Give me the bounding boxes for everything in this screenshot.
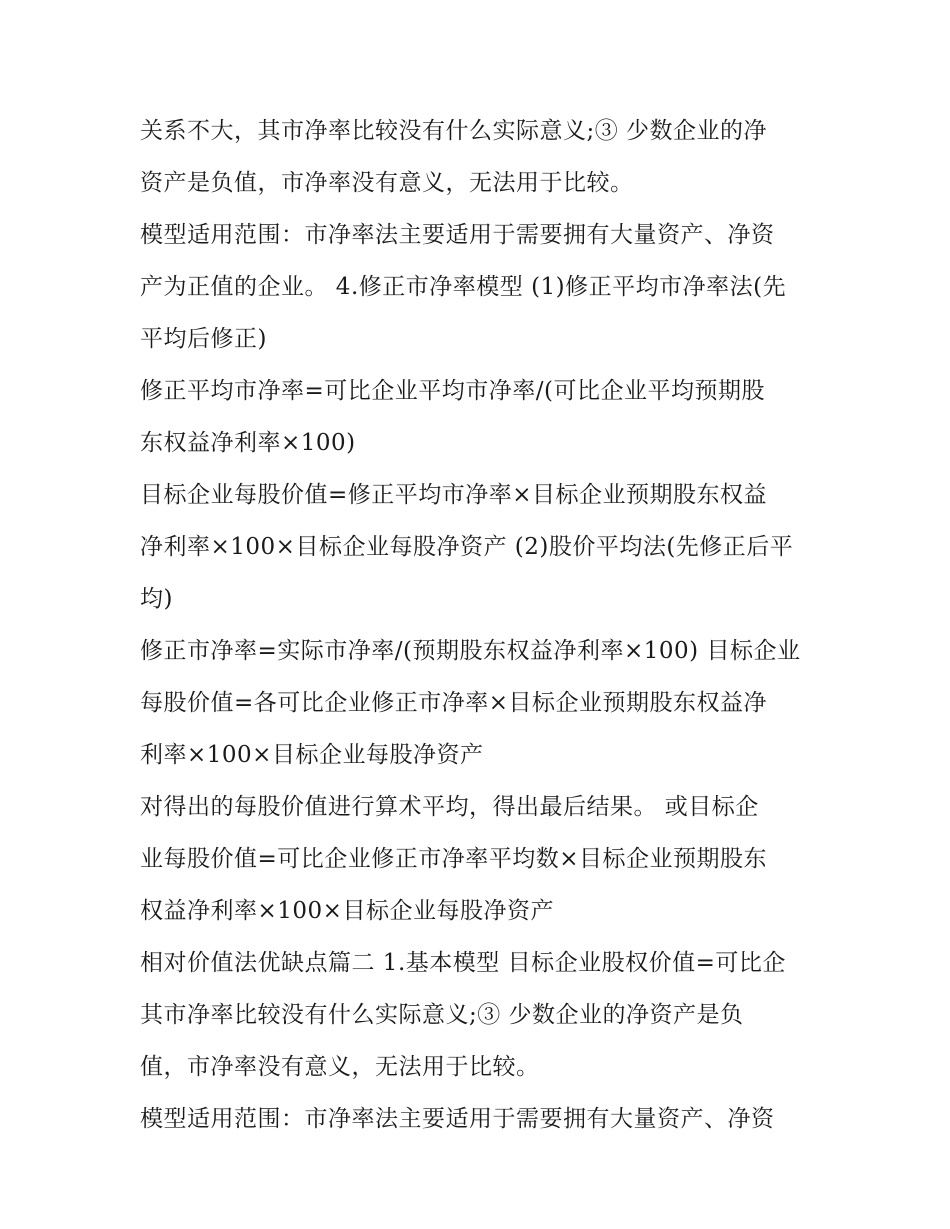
- text-line: 修正平均市净率=可比企业平均市净率/(可比企业平均预期股: [140, 378, 765, 404]
- text-line: 相对价值法优缺点篇二 1.基本模型 目标企业股权价值=可比企: [140, 950, 786, 976]
- text-line: 值，市净率没有意义，无法用于比较。: [140, 1054, 540, 1080]
- text-line: 业每股价值=可比企业修正市净率平均数×目标企业预期股东: [140, 846, 768, 872]
- text-line: 其市净率比较没有什么实际意义;③ 少数企业的净资产是负: [140, 1002, 744, 1028]
- text-line: 关系不大，其市净率比较没有什么实际意义;③ 少数企业的净: [140, 118, 768, 144]
- text-line: 利率×100×目标企业每股净资产: [140, 742, 484, 768]
- text-line: 对得出的每股价值进行算术平均，得出最后结果。 或目标企: [140, 794, 759, 820]
- text-line: 东权益净利率×100): [140, 430, 356, 456]
- text-line: 平均后修正): [140, 326, 267, 352]
- text-line: 资产是负值，市净率没有意义，无法用于比较。: [140, 170, 634, 196]
- text-line: 修正市净率=实际市净率/(预期股东权益净利率×100) 目标企业: [140, 638, 801, 664]
- text-line: 净利率×100×目标企业每股净资产 (2)股价平均法(先修正后平: [140, 534, 794, 560]
- text-line: 每股价值=各可比企业修正市净率×目标企业预期股东权益净: [140, 690, 768, 716]
- text-line: 权益净利率×100×目标企业每股净资产: [140, 898, 554, 924]
- text-line: 均): [140, 586, 173, 612]
- text-line: 模型适用范围：市净率法主要适用于需要拥有大量资产、净资: [140, 222, 775, 248]
- document-body: [140, 105, 820, 1145]
- text-line: 产为正值的企业。 4.修正市净率模型 (1)修正平均市净率法(先: [140, 274, 787, 300]
- text-line: 模型适用范围：市净率法主要适用于需要拥有大量资产、净资: [140, 1106, 775, 1132]
- text-line: 目标企业每股价值=修正平均市净率×目标企业预期股东权益: [140, 482, 768, 508]
